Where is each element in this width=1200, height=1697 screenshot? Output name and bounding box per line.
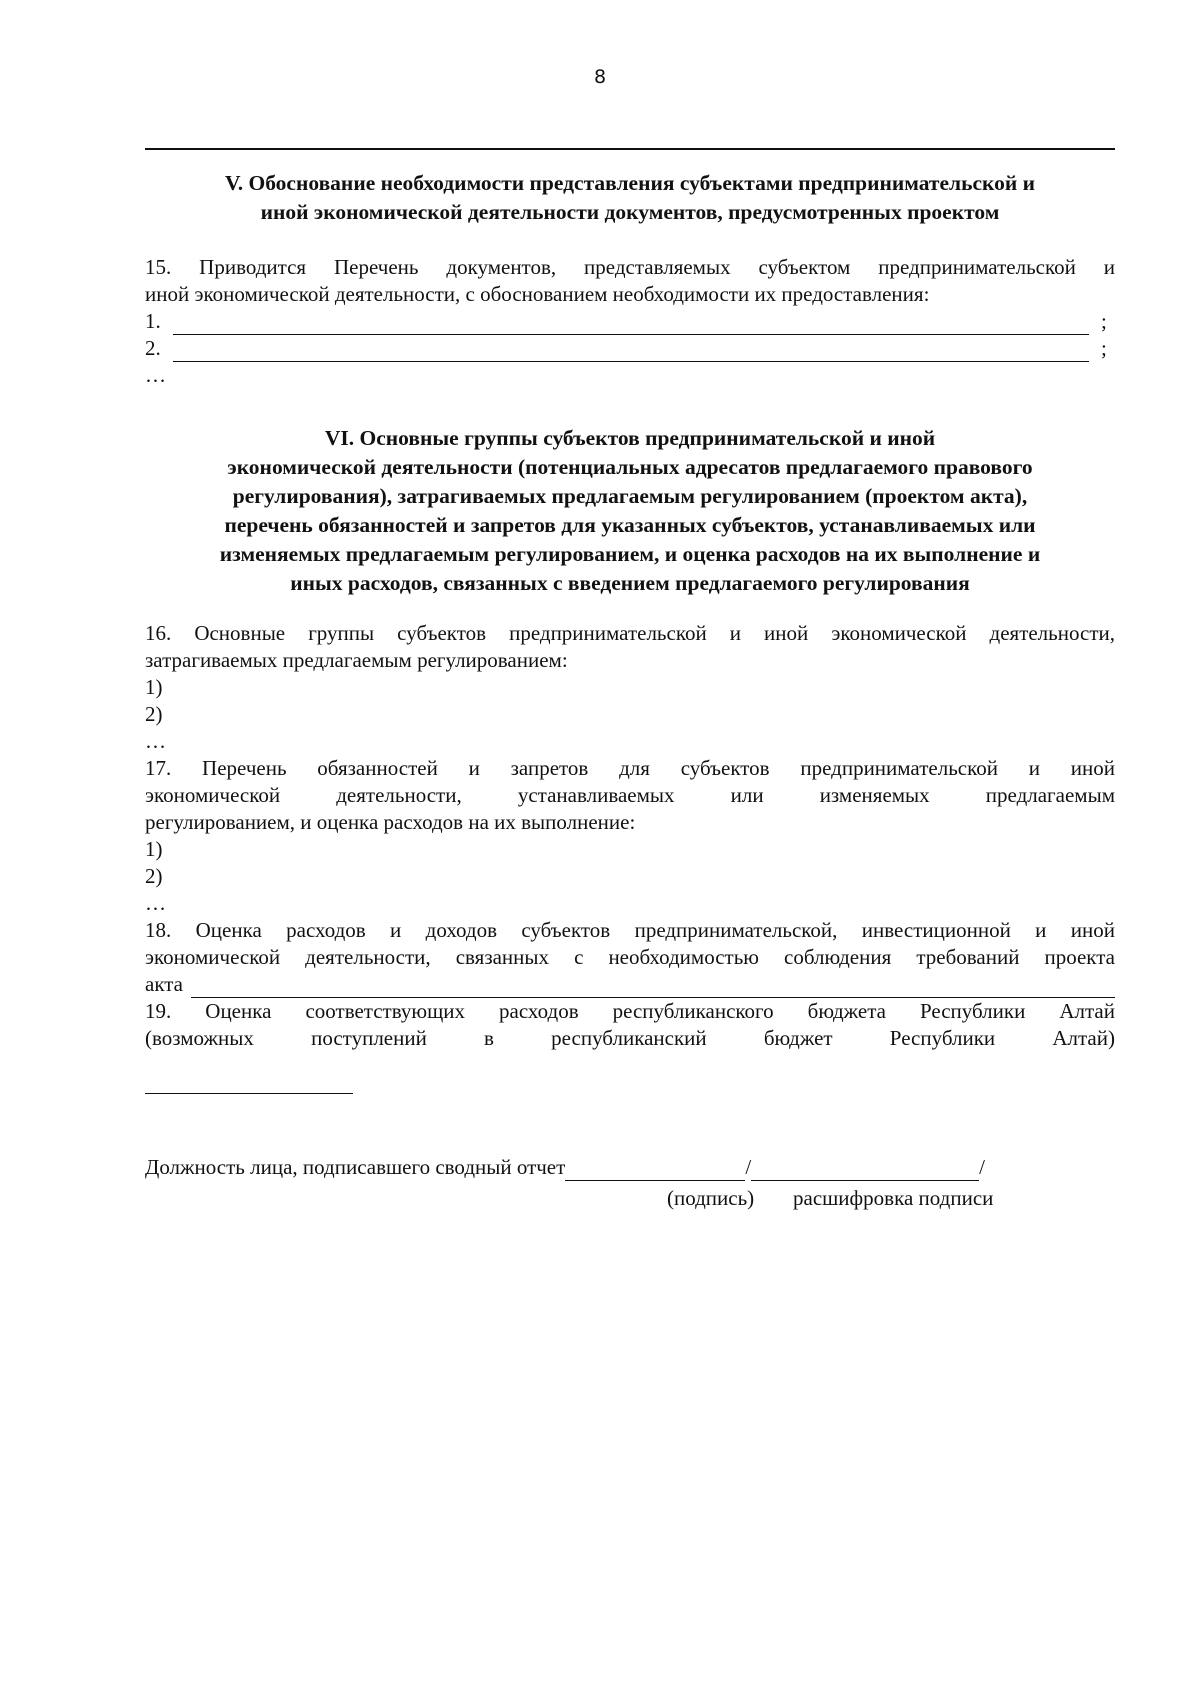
heading-line: перечень обязанностей и запретов для указанных субъектов, устанавливаемых или (224, 513, 1036, 537)
caption-decode: расшифровка подписи (793, 1186, 994, 1210)
list-number: 1. (145, 309, 161, 333)
signature-block (145, 1153, 1115, 1211)
decode-blank (751, 1160, 979, 1181)
paragraph-line: 15. Приводится Перечень документов, представляемых субъектом предпринимательской и (145, 255, 1115, 279)
section-5-heading (145, 169, 1115, 227)
slash: / (745, 1155, 752, 1179)
paragraph-16-19 (145, 620, 1115, 1052)
paragraph-line: экономической деятельности, устанавливаемых или изменяемых предлагаемым (145, 783, 1115, 807)
caption-signature: (подпись) (667, 1186, 755, 1210)
paragraph-line: экономической деятельности, связанных с необходимостью соблюдения требований проекта (145, 945, 1115, 969)
fill-in-line (191, 978, 1115, 998)
heading-line: иной экономической деятельности документов, предусмотренных проектом (260, 200, 1000, 224)
top-rule (145, 148, 1115, 150)
paragraph-line: 18. Оценка расходов и доходов субъектов предпринимательской, инвестиционной и иной (145, 918, 1115, 942)
slash: / (979, 1155, 985, 1179)
paragraph-line: (возможных поступлений в республиканский бюджет Республики Алтай) (145, 1026, 1115, 1050)
paragraph-line: иной экономической деятельности, с обоснованием необходимости их предоставления: (145, 282, 930, 306)
list-item: 2) (145, 702, 163, 726)
heading-line: VI. Основные группы субъектов предпринимательской и иной (324, 426, 936, 450)
ellipsis: … (145, 729, 166, 753)
document-blank-1 (145, 308, 1115, 335)
section-6-heading (145, 424, 1115, 598)
list-item: 1) (145, 837, 163, 861)
list-item: 1) (145, 675, 163, 699)
heading-line: изменяемых предлагаемым регулированием, и оценка расходов на их выполнение и (219, 542, 1041, 566)
semicolon: ; (1101, 309, 1107, 333)
heading-line: регулирования), затрагиваемых предлагаемым регулированием (проектом акта), (232, 484, 1028, 508)
fill-in-line (173, 342, 1089, 362)
page-number: 8 (593, 66, 607, 88)
fill-in-line (173, 315, 1089, 335)
document-blank-2 (145, 335, 1115, 362)
paragraph-line: 17. Перечень обязанностей и запретов для субъектов предпринимательской и иной (145, 756, 1115, 780)
list-item: 2) (145, 864, 163, 888)
paragraph-line: затрагиваемых предлагаемым регулированием: (145, 648, 568, 672)
heading-line: V. Обоснование необходимости представления субъектами предпринимательской и (224, 171, 1036, 195)
signature-label: Должность лица, подписавшего сводный отчет (145, 1155, 566, 1179)
short-rule (145, 1093, 353, 1094)
act-blank-row (145, 971, 1115, 998)
paragraph-line: 19. Оценка соответствующих расходов республиканского бюджета Республики Алтай (145, 999, 1115, 1023)
ellipsis: … (145, 891, 166, 915)
signature-blank (565, 1160, 745, 1181)
paragraph-15 (145, 254, 1115, 389)
semicolon: ; (1101, 336, 1107, 360)
list-number: 2. (145, 336, 161, 360)
act-label: акта (145, 972, 184, 996)
ellipsis: … (145, 363, 166, 387)
heading-line: иных расходов, связанных с введением предлагаемого регулирования (290, 571, 970, 595)
paragraph-line: регулированием, и оценка расходов на их выполнение: (145, 810, 636, 834)
paragraph-line: 16. Основные группы субъектов предпринимательской и иной экономической деятельности, (145, 621, 1115, 645)
heading-line: экономической деятельности (потенциальных адресатов предлагаемого правового (227, 455, 1033, 479)
